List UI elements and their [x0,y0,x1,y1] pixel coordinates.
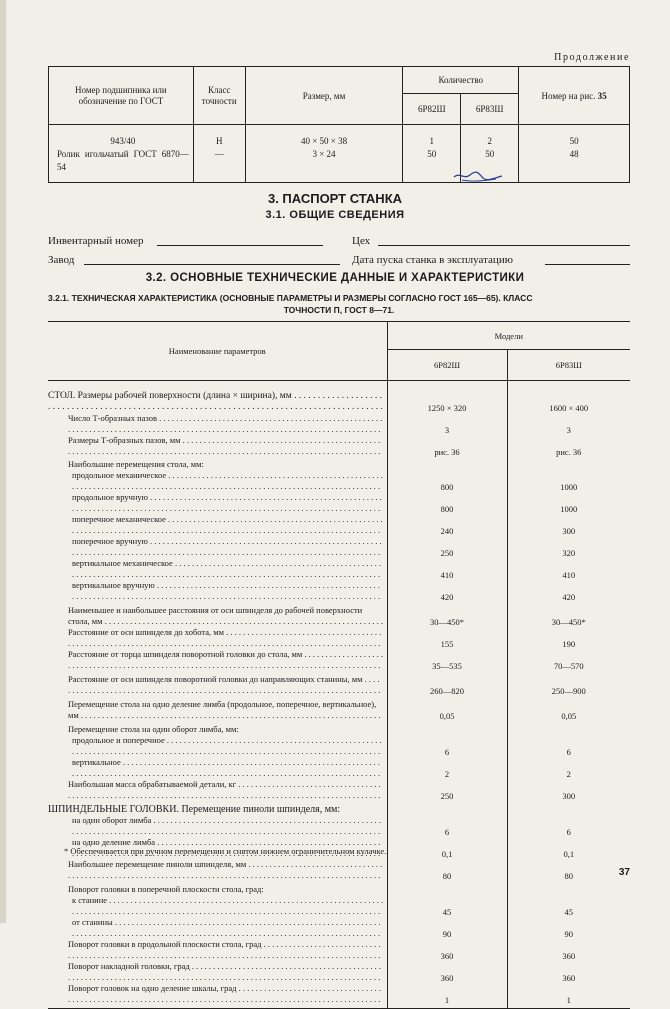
spec-param-text: продольное и поперечное . . . [48,735,384,757]
spec-value-6r82sh: 0,1 [387,837,507,859]
spec-value-6r82sh: 800 [387,470,507,492]
header-figure-number: 35 [597,90,607,101]
header-size: Размер, мм [245,67,403,125]
spec-row [48,859,630,881]
spec-value-6r83sh: 1 [507,983,630,1009]
section-3-1-title: 3.1. ОБЩИЕ СВЕДЕНИЯ [265,209,405,221]
header-model-2: 6Р83Ш [461,94,519,125]
bearing-names [49,125,194,183]
spec-value-6r83sh: 90 [564,929,573,939]
spec-param-cell [48,558,387,580]
spec-value-6r83sh: 70—570 [553,661,584,671]
spec-value-6r83sh: 1000 [560,504,578,514]
bearing-class-1: Н [215,136,223,146]
spec-row [48,435,630,457]
spec-value-6r82sh: 6 [387,815,507,837]
start-date-line[interactable] [545,264,630,265]
header-models: Модели [387,322,630,350]
footnote: * Обеспечивается при ручном перемещении и снятом нижнем ограничительном кулачке. [64,846,387,856]
spec-value-6r82sh [387,801,507,815]
spec-row [48,735,630,757]
spec-row [48,801,630,815]
spec-value-6r83sh: 3 [566,425,571,435]
spec-param-cell [48,917,387,939]
spec-value-6r83sh: рис. 36 [556,447,582,457]
spec-row [48,671,630,696]
spec-value-6r82sh: 360 [387,961,507,983]
spec-param-text: вертикальное механическое . . . [48,558,384,580]
spec-param-text: Расстояние от оси шпинделя поворотной головки до направляющих станины, мм . . . [48,674,384,696]
bearing-name-1: 943/40 [110,136,136,146]
spec-table [48,321,630,1009]
spec-value-6r82sh: 3 [387,413,507,435]
bearing-table [48,66,630,183]
spec-param-cell [48,983,387,1009]
spec-value-6r83sh: 190 [562,639,576,649]
spec-value-6r83sh: 360 [562,951,576,961]
header-model-1: 6Р82Ш [403,94,461,125]
spec-value-6r83sh: 6 [566,827,571,837]
spec-value-6r83sh [507,881,630,895]
shop-label: Цех [352,235,371,247]
spec-param-cell [48,895,387,917]
spec-param-cell [48,961,387,983]
spec-value-6r83sh: 80 [564,871,573,881]
bearing-sizes [245,125,403,183]
page-edge [0,0,6,923]
bearing-classes [193,125,245,183]
spec-row [48,961,630,983]
spec-param-text: ШПИНДЕЛЬНЫЕ ГОЛОВКИ. Перемещение пиноли шпинделя, мм: [48,804,341,815]
spec-param-text: СТОЛ. Размеры рабочей поверхности (длина × ширина), мм . . . [48,391,384,413]
spec-row [48,381,630,414]
bearing-qty-1-row-1: 1 [429,136,435,146]
spec-value-6r83sh: 360 [562,973,576,983]
spec-param-cell [48,413,387,435]
spec-row [48,536,630,558]
spec-row [48,939,630,961]
spec-value-6r83sh: 2 [566,769,571,779]
spec-param-cell [48,696,387,721]
spec-param-text: Поворот накладной головки, град . . . [48,961,384,983]
header-model-6r82sh: 6Р82Ш [387,350,507,381]
spec-param-cell [48,735,387,757]
spec-value-6r82sh: 45 [387,895,507,917]
spec-param-text: поперечное механическое . . . [48,514,384,536]
header-bearing-name: Номер подшипника или обозначение по ГОСТ [49,67,194,125]
header-parameter-name: Наименование параметров [48,322,387,381]
spec-value-6r83sh: 1600 × 400 [549,403,589,413]
bearing-fig-1: 50 [569,136,579,146]
spec-row [48,457,630,470]
spec-param-text: Перемещение стола на один оборот лимба, мм: [68,724,239,734]
spec-value-6r82sh: 800 [387,492,507,514]
spec-param-text: Поворот головки в поперечной плоскости стола, град: [68,884,264,894]
bearing-size-1: 40 × 50 × 38 [300,136,348,146]
shop-line[interactable] [378,245,630,246]
spec-param-cell [48,815,387,837]
header-quantity: Количество [403,67,519,94]
spec-value-6r83sh: 30—450* [551,617,586,627]
continuation-label: Продолжение [554,52,630,63]
intro-line-2: ТОЧНОСТИ П, ГОСТ 8—71. [283,305,395,315]
spec-param-text: вертикальное вручную . . . [48,580,384,602]
spec-param-text: Размеры Т-образных пазов, мм . . . [48,435,384,457]
spec-param-cell [48,381,387,414]
spec-value-6r82sh: 90 [387,917,507,939]
spec-param-cell [48,514,387,536]
spec-row [48,558,630,580]
header-model-6r83sh: 6Р83Ш [507,350,630,381]
spec-param-text: Поворот головок на одно деление шкалы, град . . . [48,983,384,1005]
spec-value-6r83sh [507,457,630,470]
spec-value-6r82sh: 30—450* [387,602,507,627]
spec-value-6r82sh: 260—820 [387,671,507,696]
spec-row [48,757,630,779]
spec-value-6r83sh [507,721,630,735]
spec-row [48,779,630,801]
header-figure [519,67,630,125]
spec-value-6r82sh [387,881,507,895]
spec-value-6r83sh: 300 [562,791,576,801]
header-figure-label: Номер на рис. [541,90,596,101]
spec-param-text: к станине . . . [48,895,384,917]
spec-param-text: Наибольшие перемещения стола, мм: [68,459,204,469]
spec-value-6r83sh: 420 [562,592,576,602]
bearing-name-2: Ролик игольчатый ГОСТ 6870—54 [57,149,189,172]
inventory-label: Инвентарный номер [48,235,144,247]
spec-value-6r82sh: 250 [387,536,507,558]
spec-param-text: на одно деление лимба . . . [48,837,384,859]
bearing-figs [519,125,630,183]
spec-row [48,983,630,1009]
bearing-fig-2: 48 [569,149,579,159]
spec-row [48,649,630,671]
spec-value-6r82sh: 250 [387,779,507,801]
plant-line[interactable] [84,264,340,265]
header-class: Класс точности [193,67,245,125]
section-3-2-title: 3.2. ОСНОВНЫЕ ТЕХНИЧЕСКИЕ ДАННЫЕ И ХАРАКТЕРИСТИКИ [145,272,525,284]
spec-param-text: поперечное вручную . . . [48,536,384,558]
spec-param-text: вертикальное . . . [48,757,384,779]
spec-value-6r82sh: 155 [387,627,507,649]
spec-value-6r83sh: 0,05 [561,711,577,721]
section-3-title: 3. ПАСПОРТ СТАНКА [267,191,403,206]
spec-row [48,492,630,514]
start-date-label: Дата пуска станка в эксплуатацию [352,254,513,266]
spec-param-cell [48,881,387,895]
section-3-2-1-intro [48,292,630,316]
handwritten-signature [452,168,504,184]
spec-param-text: Перемещение стола на одно деление лимба (продольное, поперечное, вертикальное), мм . . . [48,699,384,721]
spec-row [48,602,630,627]
spec-value-6r82sh: 420 [387,580,507,602]
spec-param-text: Наибольшая масса обрабатываемой детали, кг . . . [48,779,384,801]
spec-value-6r83sh [507,801,630,815]
spec-value-6r82sh: рис. 36 [387,435,507,457]
spec-param-cell [48,536,387,558]
spec-param-cell [48,757,387,779]
spec-row [48,917,630,939]
spec-param-cell [48,492,387,514]
spec-value-6r83sh: 320 [562,548,576,558]
spec-row [48,881,630,895]
spec-value-6r83sh: 410 [562,570,576,580]
spec-param-cell [48,602,387,627]
intro-line-1: 3.2.1. ТЕХНИЧЕСКАЯ ХАРАКТЕРИСТИКА (ОСНОВНЫЕ ПАРАМЕТРЫ И РАЗМЕРЫ СОГЛАСНО ГОСТ 165—65). КЛАСС [48,293,533,303]
spec-value-6r82sh: 240 [387,514,507,536]
bearing-class-2: — [214,149,224,159]
spec-param-cell [48,671,387,696]
spec-param-cell [48,435,387,457]
spec-param-text: продольное вручную . . . [48,492,384,514]
spec-value-6r82sh: 80 [387,859,507,881]
spec-value-6r83sh: 45 [564,907,573,917]
bearing-qty-1-row-2: 50 [427,149,437,159]
spec-param-cell [48,649,387,671]
spec-param-text: Расстояние от оси шпинделя до хобота, мм . . . [48,627,384,649]
spec-value-6r82sh [387,721,507,735]
spec-param-cell [48,627,387,649]
page-number: 37 [618,867,630,878]
spec-value-6r83sh: 0,1 [563,849,575,859]
bearing-qty-2-row-1: 2 [487,136,492,146]
spec-param-text: Поворот головки в продольной плоскости стола, град . . . [48,939,384,961]
spec-row [48,627,630,649]
spec-param-text: Расстояние от торца шпинделя поворотной головки до стола, мм . . . [48,649,384,671]
spec-value-6r82sh: 35—535 [387,649,507,671]
spec-row [48,470,630,492]
spec-value-6r82sh: 2 [387,757,507,779]
inventory-line[interactable] [157,245,323,246]
bearing-size-2: 3 × 24 [312,149,336,159]
spec-param-cell [48,470,387,492]
spec-value-6r82sh: 360 [387,939,507,961]
spec-param-cell [48,779,387,801]
spec-row [48,815,630,837]
spec-param-cell [48,457,387,470]
spec-value-6r82sh: 1 [387,983,507,1009]
spec-param-text: Наименьшее и наибольшее расстояния от оси шпинделя до рабочей поверхности стола, мм . . . [48,605,384,627]
spec-row [48,413,630,435]
spec-value-6r82sh [387,457,507,470]
spec-value-6r82sh: 410 [387,558,507,580]
spec-row [48,721,630,735]
spec-row [48,895,630,917]
spec-value-6r83sh: 6 [566,747,571,757]
spec-param-cell [48,721,387,735]
spec-param-text: Число Т-образных пазов . . . [48,413,384,435]
spec-param-cell [48,939,387,961]
spec-value-6r83sh: 1000 [560,482,578,492]
spec-param-text: продольное механическое . . . [48,470,384,492]
spec-param-text: Наибольшее перемещение пиноли шпинделя, мм . . . [48,859,384,881]
spec-param-text: на один оборот лимба . . . [48,815,384,837]
spec-table-body [48,381,630,1009]
spec-param-cell [48,801,387,815]
spec-row [48,696,630,721]
spec-param-cell [48,859,387,881]
bearing-qty-2-row-2: 50 [485,149,495,159]
spec-value-6r83sh: 300 [562,526,576,536]
spec-row [48,514,630,536]
spec-param-text: от станины . . . [48,917,384,939]
spec-param-cell [48,580,387,602]
spec-row [48,580,630,602]
spec-value-6r82sh: 1250 × 320 [387,381,507,414]
spec-value-6r82sh: 6 [387,735,507,757]
spec-value-6r82sh: 0,05 [387,696,507,721]
plant-label: Завод [48,254,75,266]
spec-value-6r83sh: 250—900 [551,686,586,696]
